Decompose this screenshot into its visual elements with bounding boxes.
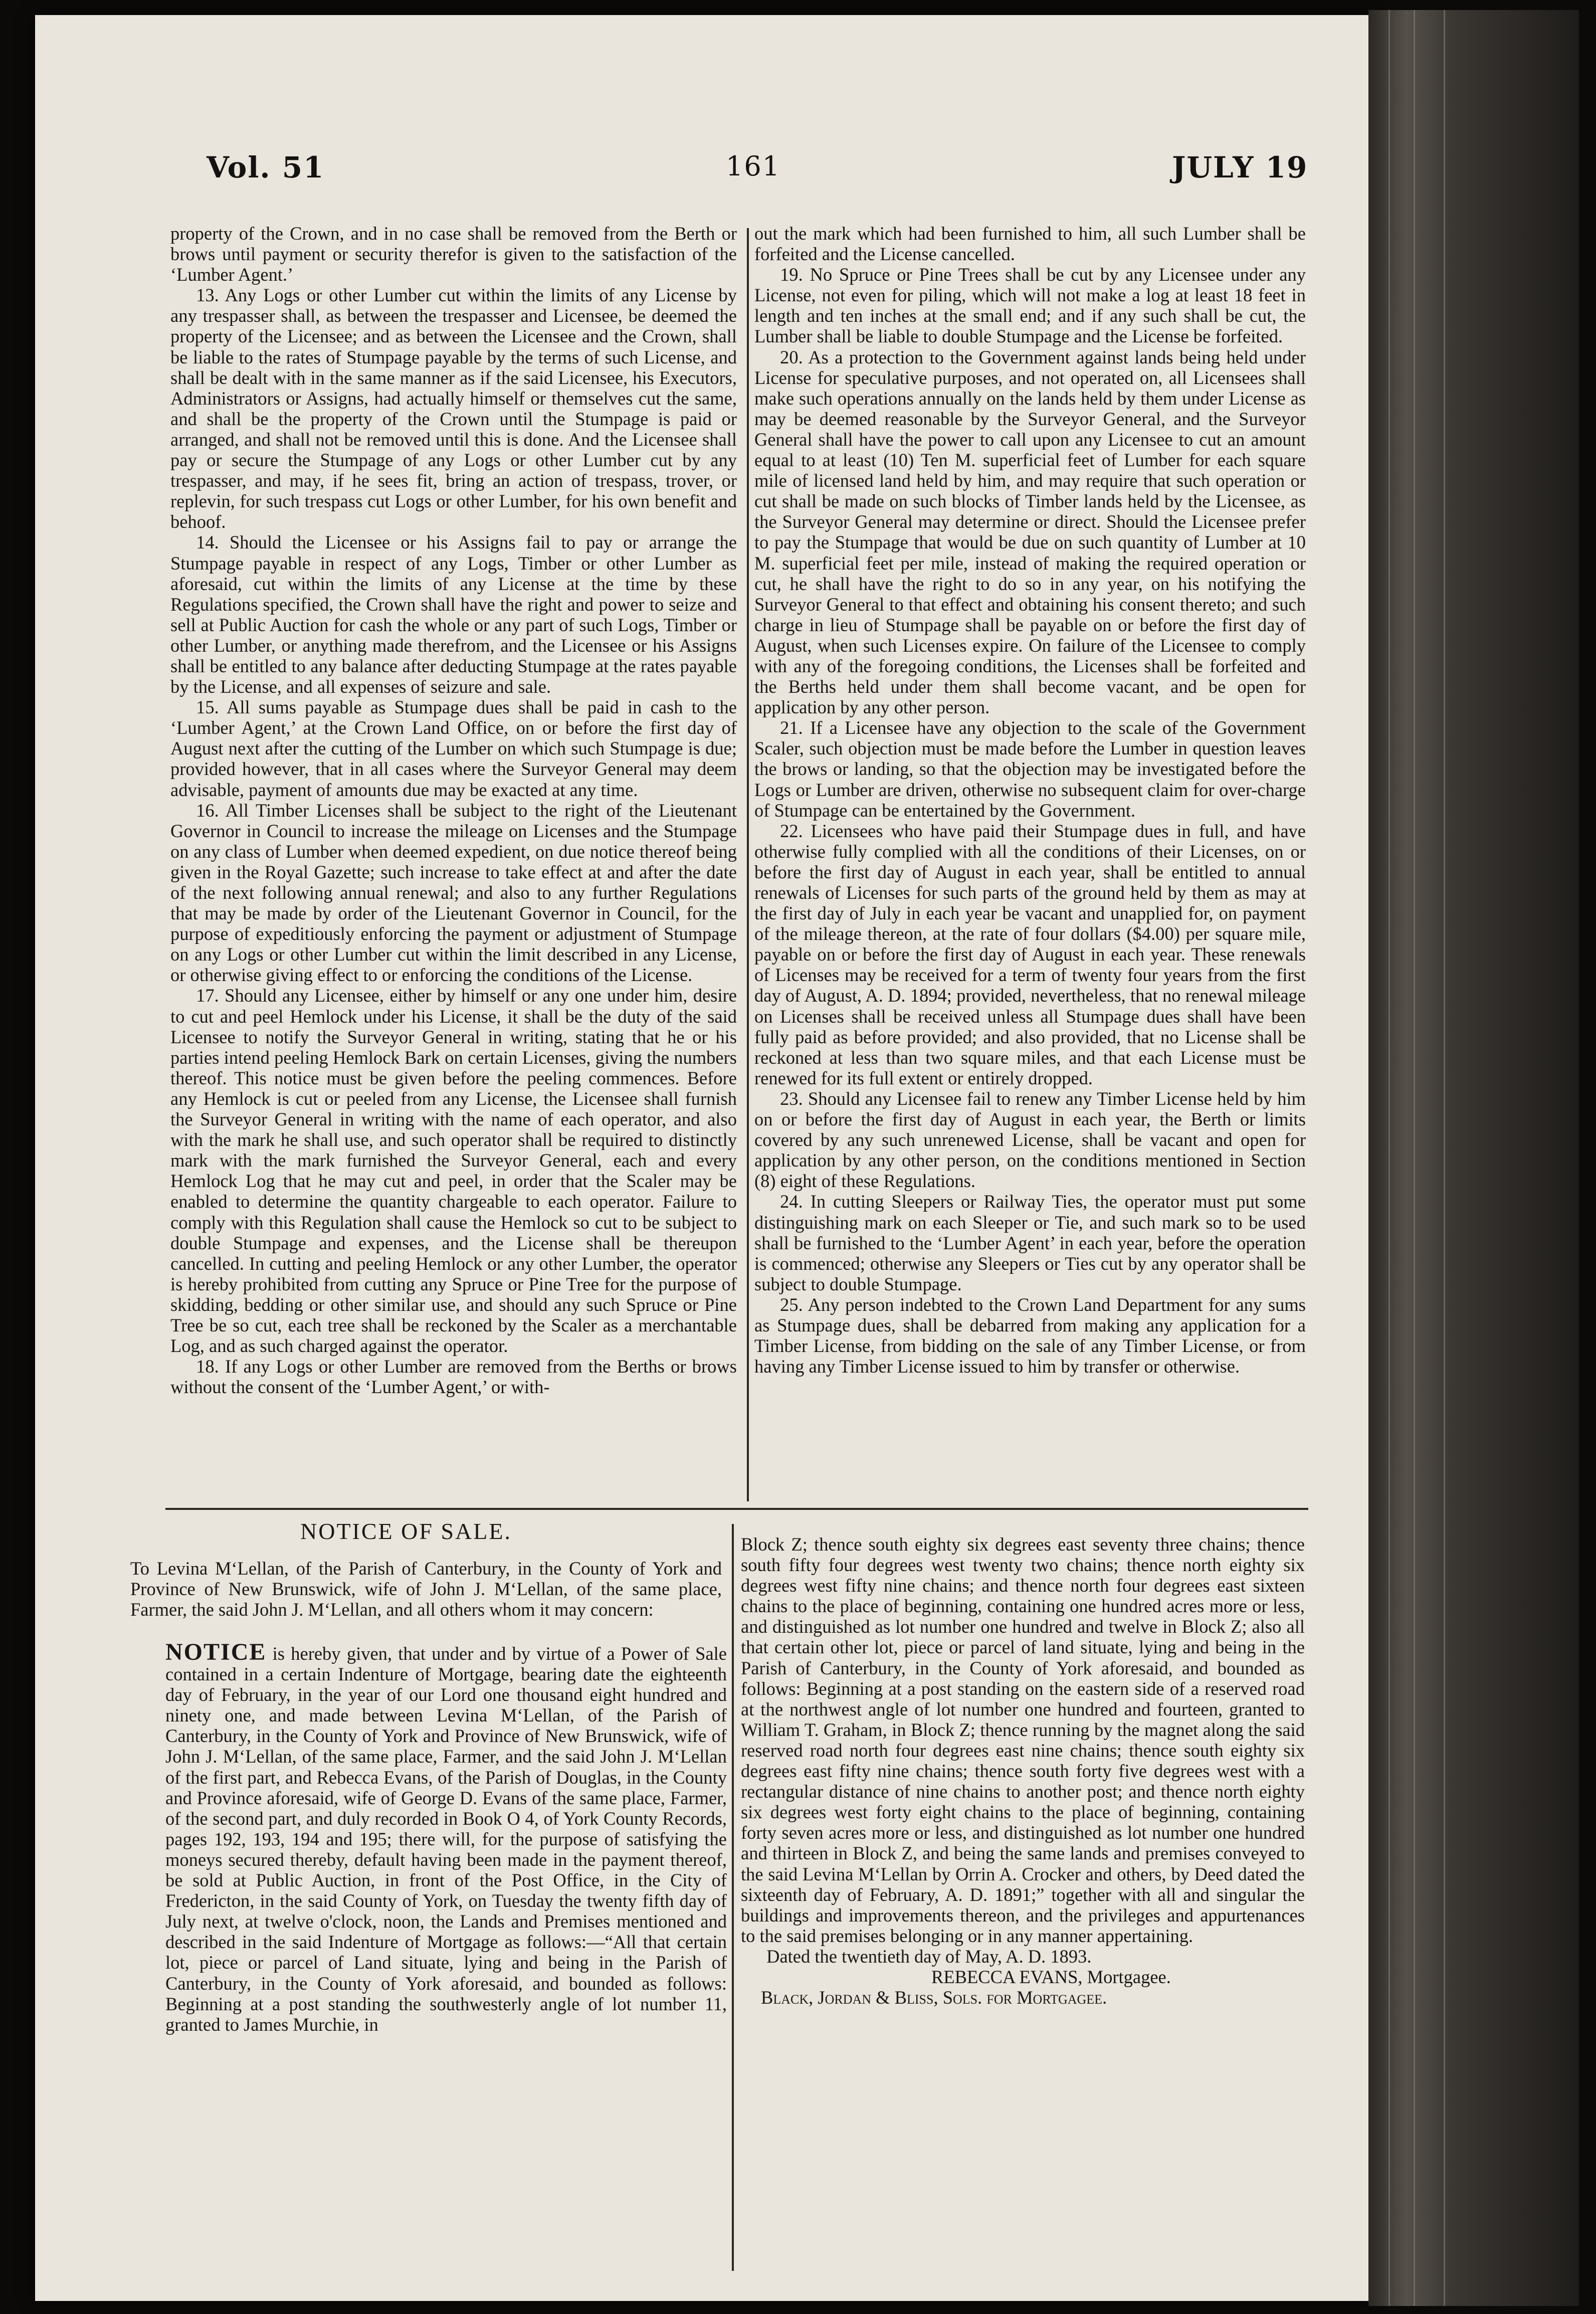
paragraph: 17. Should any Licensee, either by himself or any one under him, desire to cut and peel Hemlock under his License, it shall be the duty of the said Licensee to notify the Surveyor General in writing, stating that he or his parties intend peeling Hemlock Bark on certain Licenses, giving the numbers thereof. This notice must be given before the peeling commences. Before any Hemlock is cut or peeled from any License, the Licensee shall furnish the Surveyor General in writing with the name of each operator, and also with the mark he shall use, and such operator shall be required to distinctly mark with the mark furnished the Surveyor General, each and every Hemlock Log that he may cut and peel, in order that the Scaler may be enabled to determine the quantity chargeable to each operator. Failure to comply with this Regulation shall cause the Hemlock so cut to be subject to double Stumpage and expenses, and the License shall be thereupon cancelled. In cutting and peeling Hemlock or any other Lumber, the operator is hereby prohibited from cutting any Spruce or Pine Tree for the purpose of skidding, bedding or other similar use, and should any such Spruce or Pine Tree be so cut, each tree shall be reckoned by the Scaler as a merchantable Log, and as such charged against the operator. — [170, 985, 737, 1357]
notice-left-column — [165, 1642, 727, 2268]
notice-column-rule — [732, 1524, 734, 2271]
notice-initial-word: NOTICE — [165, 1642, 267, 1665]
notice-title: NOTICE OF SALE. — [300, 1518, 512, 1544]
notice-body-left — [165, 1642, 727, 2035]
notice-address — [130, 1558, 722, 1620]
paragraph: out the mark which had been furnished to him, all such Lumber shall be forfeited and the License cancelled. — [754, 223, 1306, 265]
paragraph: 22. Licensees who have paid their Stumpage dues in full, and have otherwise fully complied with all the conditions of their Licenses, on or before the first day of August in each year, shall be entitled to annual renewals of Licenses for such parts of the ground held by them as may at the first day of July in each year be vacant and unapplied for, on payment of the mileage thereon, at the rate of four dollars ($4.00) per square mile, payable on or before the first day of August in each year. These renewals of Licenses may be received for a term of twenty four years from the first day of August, A. D. 1894; provided, nevertheless, that no renewal mileage on Licenses shall be received unless all Stumpage dues shall have been fully paid as before provided; and also provided, that no License shall be reckoned at less than two square miles, and that each License must be renewed for its full extent or entirely dropped. — [754, 820, 1306, 1088]
mortgagee-signature: REBECCA EVANS, Mortgagee. — [931, 1966, 1171, 1987]
page-number: 161 — [726, 150, 781, 182]
solicitors-line: Black, Jordan & Bliss, Sols. for Mortgagee. — [761, 1987, 1107, 2008]
paragraph: 23. Should any Licensee fail to renew any Timber License held by him on or before the first day of August in each year, the Berth or limits covered by any such unrenewed License, shall be vacant and open for application by any other person, on the conditions mentioned in Section (8) eight of these Regulations. — [754, 1088, 1306, 1192]
paragraph: 15. All sums payable as Stumpage dues shall be paid in cash to the ‘Lumber Agent,’ at the Crown Land Office, on or before the first day of August next after the cutting of the Lumber on which such Stumpage is due; provided however, that in all cases where the Surveyor General may deem advisable, payment of amounts due may be exacted at any time. — [170, 697, 737, 800]
volume-label: Vol. 51 — [207, 150, 325, 184]
paragraph: 18. If any Logs or other Lumber are removed from the Berths or brows without the consent of the ‘Lumber Agent,’ or with- — [170, 1356, 737, 1398]
notice-body-left-text: is hereby given, that under and by virtue of a Power of Sale contained in a certain Indenture of Mortgage, bearing date the eighteenth day of February, in the year of our Lord one thousand eight hundred and ninety one, and made between Levina M‘Lellan, of the Parish of Canterbury, in the County of York and Province of New Brunswick, wife of John J. M‘Lellan, of the same place, Farmer, and the said John J. M‘Lellan of the first part, and Rebecca Evans, of the Parish of Douglas, in the County and Province aforesaid, wife of George D. Evans of the same place, Farmer, of the second part, and duly recorded in Book O 4, of York County Records, pages 192, 193, 194 and 195; there will, for the purpose of satisfying the moneys secured thereby, default having been made in the payment thereof, be sold at Public Auction, in front of the Post Office, in the City of Fredericton, in the said County of York, on Tuesday the twenty fifth day of July next, at twelve o'clock, noon, the Lands and Premises mentioned and described in the said Indenture of Mortgage as follows:—“All that certain lot, piece or parcel of Land situate, lying and being in the Parish of Canterbury, in the County of York aforesaid, and bounded as follows: Beginning at a post standing the southwesterly angle of lot number 11, granted to James Murchie, in — [165, 1643, 727, 2035]
paragraph: 20. As a protection to the Government against lands being held under License for speculative purposes, and not operated on, all Licensees shall make such operations annually on the lands held by them under License as may be deemed reasonable by the Surveyor General, and the Surveyor General shall have the power to call upon any Licensee to cut an amount equal to at least (10) Ten M. superficial feet of Lumber for each square mile of licensed land held by him, and may require that such operation or cut shall be made on such blocks of Timber lands held by the Licensee, as the Surveyor General may determine or direct. Should the Licensee prefer to pay the Stumpage that would be due on such quantity of Lumber at 10 M. superficial feet per mile, instead of making the required operation or cut, he shall have the right to do so in any year, on his notifying the Surveyor General to that effect and obtaining his consent thereto; and such charge in lieu of Stumpage shall be payable on or before the first day of August, when such Licenses expire. On failure of the Licensee to comply with any of the foregoing conditions, the Licenses shall be forfeited and the Berths held under them shall become vacant, and be open for application by any other person. — [754, 346, 1306, 718]
paragraph: 19. No Spruce or Pine Trees shall be cut by any Licensee under any License, not even for piling, which will not make a log at least 18 feet in length and ten inches at the small end; and if any such shall be cut, the Lumber shall be liable to double Stumpage and the License be forfeited. — [754, 264, 1306, 347]
notice-body-right: Block Z; thence south eighty six degrees east seventy three chains; thence south fifty four degrees west twenty two chains; thence north eighty six degrees west fifty nine chains; and thence north four degrees east sixteen chains to the place of beginning, containing one hundred acres more or less, and distinguished as lot number one hundred and twelve in Block Z; also all that certain other lot, piece or parcel of land situate, lying and being in the Parish of Canterbury, in the County of York aforesaid, and bounded as follows: Beginning at a post standing on the eastern side of a reserved road at the northwest angle of lot number one hundred and fourteen, granted to William T. Graham, in Block Z; thence running by the magnet along the said reserved road north four degrees east nine chains; thence south eighty six degrees east fifty nine chains; thence south forty five degrees west with a rectangular distance of nine chains to another post; and thence north eighty six degrees west forty eight chains to the place of beginning, containing forty seven acres more or less, and distinguished as lot number one hundred and thirteen in Block Z, and being the same lands and premises conveyed to the said Levina M‘Lellan by Orrin A. Crocker and others, by Deed dated the sixteenth day of February, A. D. 1891;” together with all and singular the buildings and improvements thereon, and the privileges and appurtenances to the said premises belonging or in any manner appertaining. — [741, 1534, 1305, 1946]
notice-right-column — [741, 1534, 1305, 2276]
book-spine — [1368, 10, 1579, 2306]
paragraph: 13. Any Logs or other Lumber cut within the limits of any License by any trespasser shall, as between the trespasser and Licensee, be deemed the property of the Licensee; and as between the Licensee and the Crown, shall be liable to the rates of Stumpage payable by the terms of such License, and shall be dealt with in the same manner as if the said Licensee, his Executors, Administrators or Assigns, had actually himself or themselves cut the same, and shall be the property of the Crown until the Stumpage is paid or arranged, and shall not be removed until this is done. And the Licensee shall pay or secure the Stumpage of any Logs or other Lumber cut by any trespasser, and may, if he sees fit, bring an action of trespass, trover, or replevin, for such trespass cut Logs or other Lumber, for his own benefit and behoof. — [170, 285, 737, 532]
paragraph: 25. Any person indebted to the Crown Land Department for any sums as Stumpage dues, shall be debarred from making any application for a Timber License, from bidding on the sale of any Timber License, or from having any Timber License issued to him by transfer or otherwise. — [754, 1294, 1306, 1377]
issue-date: JULY 19 — [1172, 150, 1308, 184]
paragraph: property of the Crown, and in no case shall be removed from the Berth or brows until payment or security therefor is given to the satisfaction of the ‘Lumber Agent.’ — [170, 223, 737, 285]
column-rule — [747, 228, 749, 1501]
section-rule — [165, 1508, 1308, 1510]
paragraph: 21. If a Licensee have any objection to the scale of the Government Scaler, such objection must be made before the Lumber in question leaves the brows or landing, so that the objection may be investigated before the Logs or Lumber are driven, otherwise no subsequent claim for over-charge of Stumpage can be entertained by the Government. — [754, 717, 1306, 821]
paragraph: 16. All Timber Licenses shall be subject to the right of the Lieutenant Governor in Council to increase the mileage on Licenses and the Stumpage on any class of Lumber when deemed expedient, on due notice thereof being given in the Royal Gazette; such increase to take effect at and after the date of the next following annual renewal; and also to any further Regulations that may be made by order of the Lieutenant Governor in Council, for the purpose of expeditiously enforcing the payment or adjustment of Stumpage on any Logs or other Lumber cut within the limit described in any License, or otherwise giving effect to or enforcing the conditions of the License. — [170, 800, 737, 986]
paragraph: 14. Should the Licensee or his Assigns fail to pay or arrange the Stumpage payable in respect of any Logs, Timber or other Lumber as aforesaid, cut within the limits of any License at the time by these Regulations specified, the Crown shall have the right and power to seize and sell at Public Auction for cash the whole or any part of such Logs, Timber or other Lumber, or anything made therefrom, and the Licensee or his Assigns shall be entitled to any balance after deducting Stumpage at the rates payable by the License, and all expenses of seizure and sale. — [170, 532, 737, 697]
notice-dated: Dated the twentieth day of May, A. D. 1893. — [766, 1946, 1092, 1967]
address-text: To Levina M‘Lellan, of the Parish of Canterbury, in the County of York and Province of New Brunswick, wife of John J. M‘Lellan, of the same place, Farmer, the said John J. M‘Lellan, and all others whom it may concern: — [130, 1558, 722, 1620]
right-column — [754, 223, 1306, 1504]
left-column — [170, 223, 737, 1504]
paragraph: 24. In cutting Sleepers or Railway Ties, the operator must put some distinguishing mark on each Sleeper or Tie, and such mark so to be used shall be furnished to the ‘Lumber Agent’ in each year, before the operation is commenced; otherwise any Sleepers or Ties cut by any operator shall be subject to double Stumpage. — [754, 1191, 1306, 1294]
